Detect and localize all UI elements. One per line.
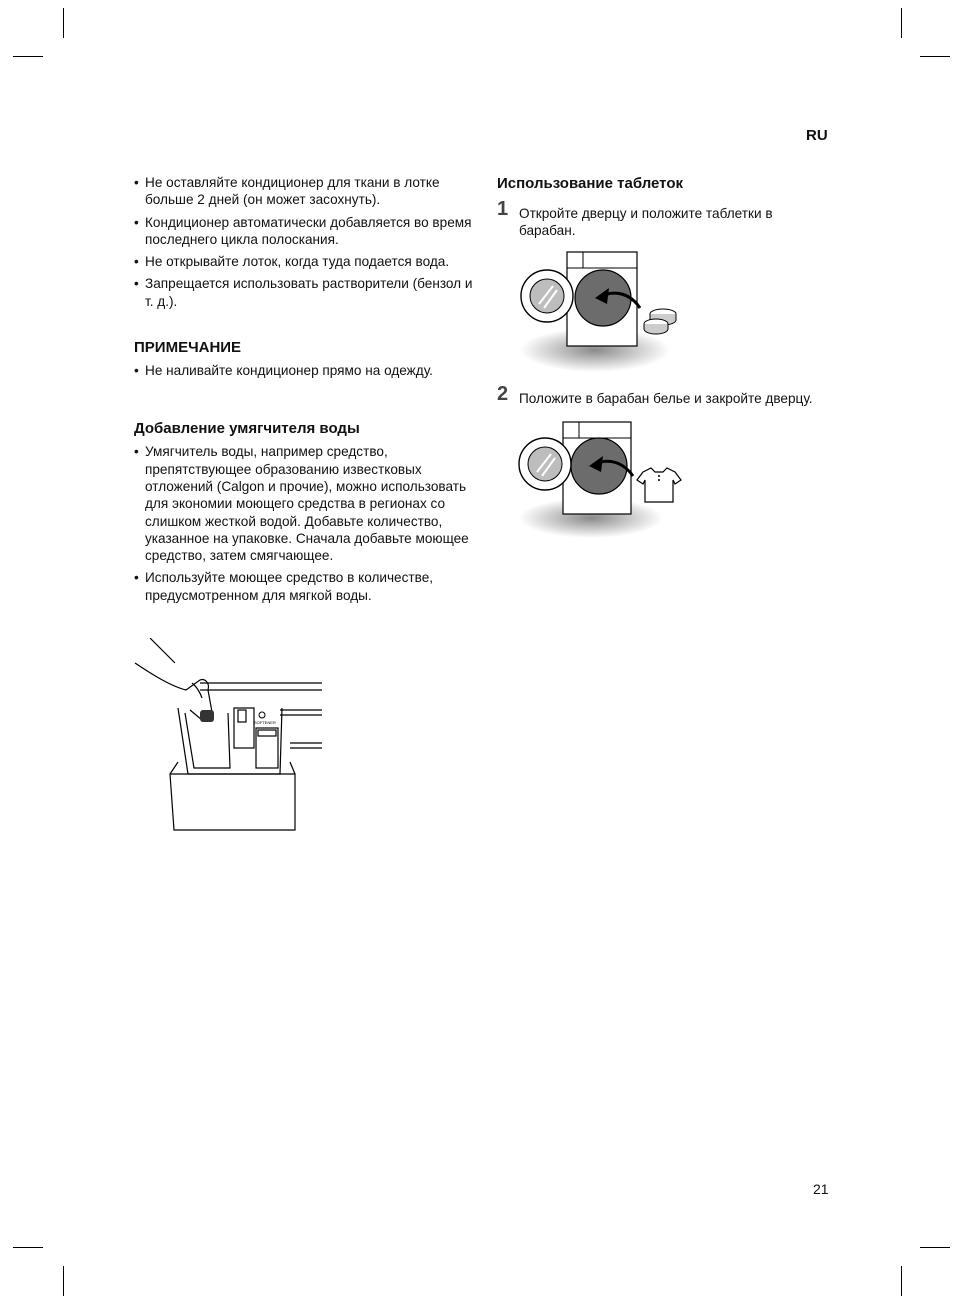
list-item: • Используйте моющее средство в количестве, предусмотренном для мягкой воды. [134,569,474,604]
washer-laundry-illustration [515,420,705,545]
crop-mark [901,1266,902,1296]
note-heading: ПРИМЕЧАНИЕ [134,339,242,357]
softener-bullets [134,443,474,604]
step-2 [497,382,842,407]
language-code: RU [806,127,828,144]
crop-mark [13,1247,43,1248]
step-text: Откройте дверцу и положите таблетки в барабан. [519,206,773,239]
step-number: 1 [497,198,509,220]
left-column [134,174,474,609]
crop-mark [13,56,43,57]
page-number: 21 [813,1181,829,1197]
note-bullets [134,362,474,379]
list-item: • Кондиционер автоматически добавляется во время последнего цикла полоскания. [134,214,474,249]
drawer-illustration [130,638,330,838]
crop-mark [901,8,902,38]
crop-mark [63,1266,64,1296]
washer-tablets-illustration [515,248,705,373]
list-item: • Не наливайте кондиционер прямо на одежду. [134,362,474,379]
step-1 [497,198,842,240]
softener-label: SOFTENER [254,720,276,725]
step-number: 2 [497,382,509,405]
list-item: • Не оставляйте кондиционер для ткани в лотке больше 2 дней (он может засохнуть). [134,174,474,209]
crop-mark [920,1247,950,1248]
step-text: Положите в барабан белье и закройте дверцу. [519,390,813,406]
softener-heading: Добавление умягчителя воды [134,420,360,438]
crop-mark [63,8,64,38]
crop-mark [920,56,950,57]
list-item: • Умягчитель воды, например средство, препятствующее образованию известковых отложений (Calgon и прочие), можно использовать для экономии моющего средства в регионах со слишком жесткой водой. Добавьте количество, указанное на упаковке. Сначала добавьте моющее средство, затем смягчающее. [134,443,474,564]
tablets-heading: Использование таблеток [497,175,683,192]
list-item: • Запрещается использовать растворители (бензол и т. д.). [134,275,474,310]
conditioner-bullets [134,174,474,310]
list-item: • Не открывайте лоток, когда туда подается вода. [134,253,474,270]
